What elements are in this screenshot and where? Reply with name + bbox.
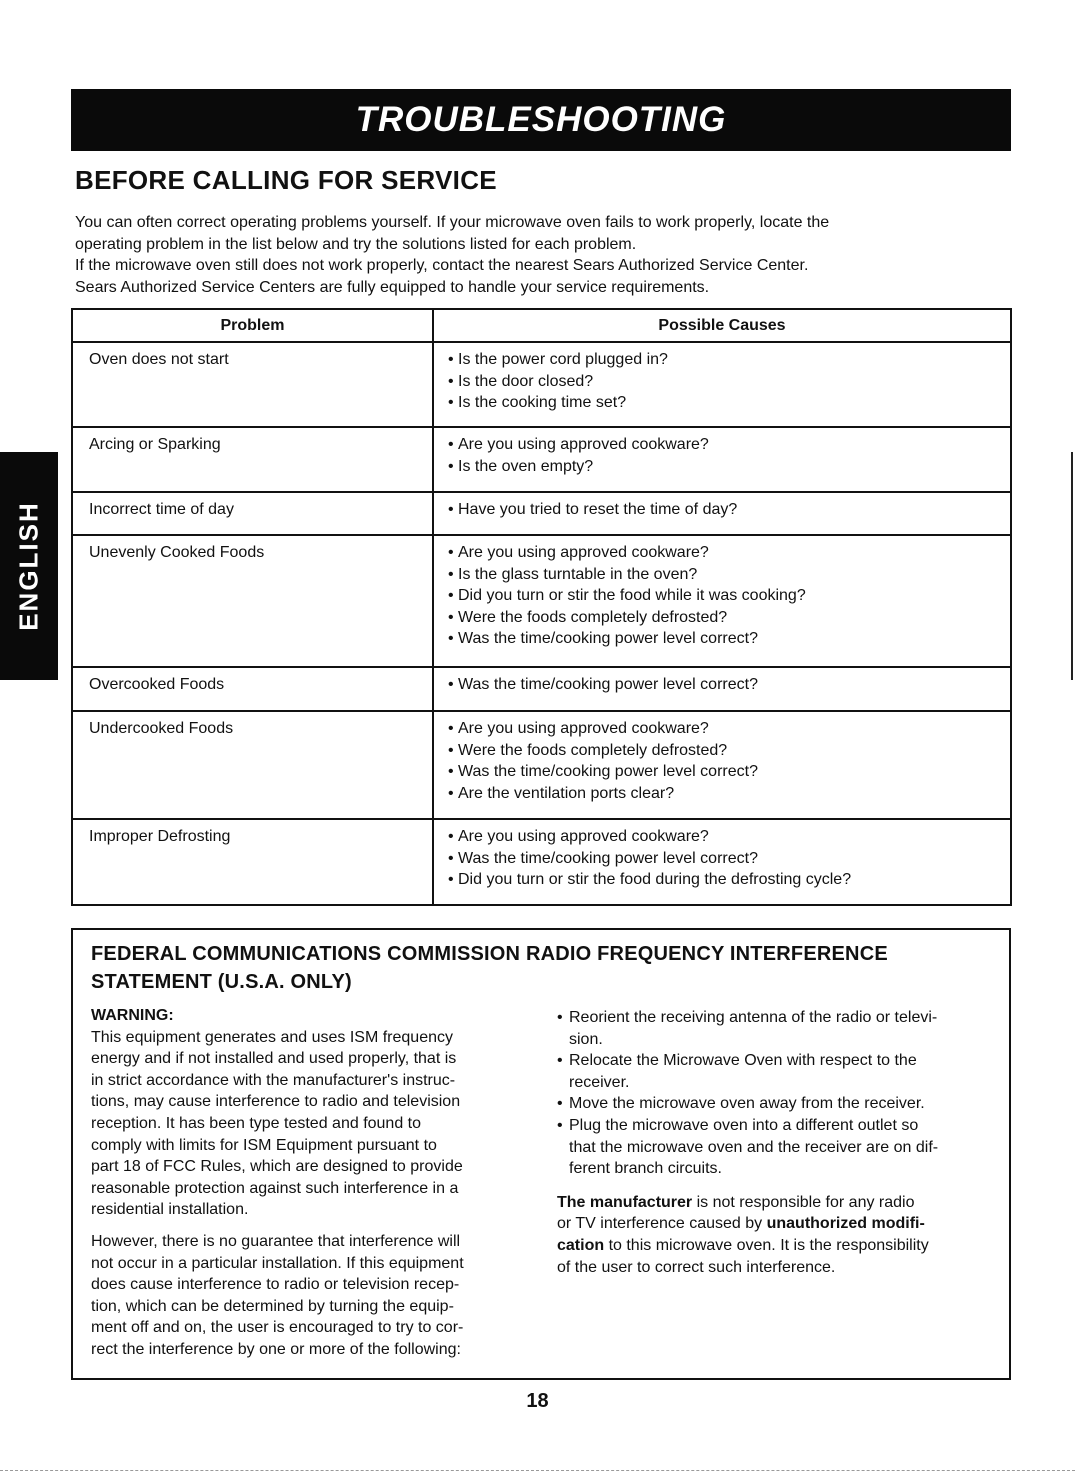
cause-item: • Did you turn or stir the food while it was cooking?	[448, 585, 1010, 607]
causes-cell	[433, 819, 1011, 905]
cause-item: • Was the time/cooking power level correct?	[448, 761, 1010, 783]
cause-item: • Is the door closed?	[448, 371, 1010, 393]
text-line: energy and if not installed and used properly, that is	[91, 1050, 457, 1068]
text-line: However, there is no guarantee that interference will	[91, 1232, 461, 1250]
text-line: tion, which can be determined by turning the equip-	[91, 1297, 454, 1315]
table-row	[72, 711, 1011, 819]
fcc-title	[91, 940, 991, 996]
remedy-item: • Reorient the receiving antenna of the radio or televi-	[557, 1007, 997, 1029]
cause-item: • Are you using approved cookware?	[448, 434, 1010, 456]
remedy-item-cont: sion.	[569, 1030, 603, 1048]
text-line: This equipment generates and uses ISM frequency	[91, 1028, 453, 1046]
remedy-item-cont: that the microwave oven and the receiver are on dif-	[569, 1138, 939, 1156]
text-line: of the user to correct such interference.	[557, 1258, 836, 1276]
text-span: is not responsible for any radio	[692, 1193, 915, 1211]
cause-item: • Are you using approved cookware?	[448, 826, 1010, 848]
table-row	[72, 819, 1011, 905]
text-line	[557, 1192, 997, 1214]
cause-item: • Were the foods completely defrosted?	[448, 607, 1010, 629]
table-row	[72, 535, 1011, 667]
cause-item: • Have you tried to reset the time of day?	[448, 499, 1010, 521]
text-line: part 18 of FCC Rules, which are designed to provide	[91, 1158, 463, 1176]
causes-cell	[433, 342, 1011, 427]
table-row	[72, 342, 1011, 427]
troubleshooting-table	[71, 308, 1012, 906]
problem-cell: Incorrect time of day	[72, 492, 433, 535]
remedy-item: • Move the microwave oven away from the receiver.	[557, 1093, 997, 1115]
cause-item: • Is the cooking time set?	[448, 392, 1010, 414]
fcc-right-column	[557, 1007, 997, 1278]
cause-item: • Are you using approved cookware?	[448, 542, 1010, 564]
problem-column-header: Problem	[72, 309, 433, 342]
remedy-item: • Relocate the Microwave Oven with respect to the	[557, 1050, 997, 1072]
bold-text: unauthorized modifi-	[766, 1215, 925, 1233]
problem-cell: Unevenly Cooked Foods	[72, 535, 433, 667]
problem-cell: Arcing or Sparking	[72, 427, 433, 492]
intro-line: You can often correct operating problems yourself. If your microwave oven fails to work properly, locate the	[75, 214, 830, 231]
bottom-divider	[0, 1470, 1075, 1472]
text-line: reasonable protection against such interference in a	[91, 1179, 459, 1197]
language-side-tab	[0, 452, 58, 680]
cause-item: • Was the time/cooking power level correct?	[448, 848, 1010, 870]
bold-text: The manufacturer	[557, 1193, 693, 1211]
table-row	[72, 427, 1011, 492]
remedy-list	[557, 1007, 997, 1180]
text-line: comply with limits for ISM Equipment pursuant to	[91, 1136, 437, 1154]
remedy-item-cont: receiver.	[569, 1073, 630, 1091]
cause-item: • Was the time/cooking power level correct?	[448, 674, 1010, 696]
cause-item: • Are you using approved cookware?	[448, 718, 1010, 740]
intro-line: If the microwave oven still does not work properly, contact the nearest Sears Authorized Service Center.	[75, 257, 809, 274]
fcc-left-column	[91, 1005, 531, 1361]
remedy-item: • Plug the microwave oven into a different outlet so	[557, 1115, 997, 1137]
text-line: tions, may cause interference to radio and television	[91, 1093, 461, 1111]
fcc-statement-box	[71, 928, 1011, 1380]
section-title: BEFORE CALLING FOR SERVICE	[75, 165, 497, 195]
text-span: or TV interference caused by	[557, 1215, 767, 1233]
causes-column-header: Possible Causes	[433, 309, 1011, 342]
guarantee-paragraph	[91, 1231, 531, 1361]
causes-cell	[433, 427, 1011, 492]
manufacturer-disclaimer	[557, 1192, 997, 1278]
language-label: ENGLISH	[13, 501, 44, 631]
cause-item: • Is the glass turntable in the oven?	[448, 564, 1010, 586]
table-row	[72, 667, 1011, 711]
cause-item: • Was the time/cooking power level correct?	[448, 628, 1010, 650]
causes-cell	[433, 711, 1011, 819]
page-number: 18	[526, 1390, 549, 1412]
warning-label: WARNING:	[91, 1007, 174, 1024]
text-line: rect the interference by one or more of the following:	[91, 1340, 461, 1358]
text-line: does cause interference to radio or television recep-	[91, 1276, 460, 1294]
cause-item: • Is the power cord plugged in?	[448, 349, 1010, 371]
problem-cell: Overcooked Foods	[72, 667, 433, 711]
causes-cell	[433, 492, 1011, 535]
text-line: residential installation.	[91, 1201, 249, 1219]
text-line	[557, 1213, 997, 1235]
problem-cell: Oven does not start	[72, 342, 433, 427]
cause-item: • Is the oven empty?	[448, 456, 1010, 478]
causes-cell	[433, 535, 1011, 667]
fcc-title-line: STATEMENT (U.S.A. ONLY)	[91, 971, 352, 993]
fcc-title-line: FEDERAL COMMUNICATIONS COMMISSION RADIO FREQUENCY INTERFERENCE	[91, 943, 888, 965]
text-line: ment off and on, the user is encouraged to try to cor-	[91, 1319, 464, 1337]
troubleshooting-banner: TROUBLESHOOTING	[71, 89, 1011, 151]
cause-item: • Are the ventilation ports clear?	[448, 783, 1010, 805]
remedy-item-cont: ferent branch circuits.	[569, 1160, 722, 1178]
text-line: reception. It has been type tested and found to	[91, 1114, 422, 1132]
causes-cell	[433, 667, 1011, 711]
page-edge-line	[1071, 452, 1073, 680]
intro-paragraph	[75, 212, 995, 298]
text-line	[557, 1235, 997, 1257]
text-span: to this microwave oven. It is the responsibility	[604, 1236, 929, 1254]
problem-cell: Improper Defrosting	[72, 819, 433, 905]
cause-item: • Were the foods completely defrosted?	[448, 740, 1010, 762]
problem-cell: Undercooked Foods	[72, 711, 433, 819]
intro-line: Sears Authorized Service Centers are fully equipped to handle your service requirements.	[75, 278, 710, 296]
intro-line: operating problem in the list below and try the solutions listed for each problem.	[75, 235, 637, 253]
warning-paragraph	[91, 1027, 531, 1221]
table-row	[72, 492, 1011, 535]
text-line: in strict accordance with the manufacturer's instruc-	[91, 1071, 456, 1089]
bold-text: cation	[557, 1236, 605, 1254]
table-header-row	[72, 309, 1011, 342]
cause-item: • Did you turn or stir the food during the defrosting cycle?	[448, 869, 1010, 891]
text-line: not occur in a particular installation. If this equipment	[91, 1254, 464, 1272]
